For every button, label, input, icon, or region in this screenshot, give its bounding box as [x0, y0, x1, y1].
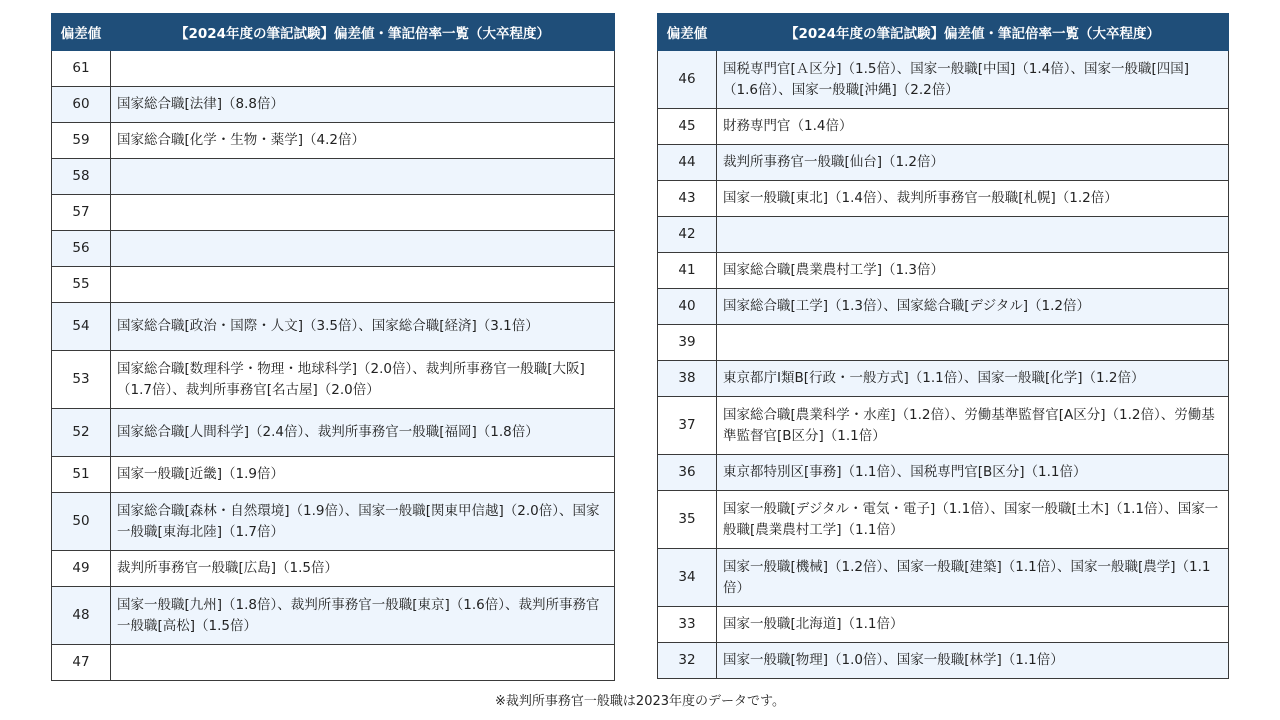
table-row	[52, 493, 615, 551]
deviation-value: 33	[658, 607, 717, 643]
table-row	[52, 123, 615, 159]
exam-list: 国家一般職[北海道]（1.1倍）	[717, 607, 1229, 643]
table-row	[658, 181, 1229, 217]
deviation-value: 58	[52, 159, 111, 195]
table-row	[658, 397, 1229, 455]
deviation-value: 54	[52, 303, 111, 351]
table-row	[52, 551, 615, 587]
deviation-value: 50	[52, 493, 111, 551]
table-row	[658, 607, 1229, 643]
exam-list	[717, 217, 1229, 253]
exam-list	[111, 195, 615, 231]
deviation-value: 32	[658, 643, 717, 679]
exam-list: 裁判所事務官一般職[仙台]（1.2倍）	[717, 145, 1229, 181]
table-row	[658, 109, 1229, 145]
table-row	[52, 267, 615, 303]
table-row	[658, 455, 1229, 491]
exam-list: 国家総合職[政治・国際・人文]（3.5倍）、国家総合職[経済]（3.1倍）	[111, 303, 615, 351]
exam-list: 国家総合職[人間科学]（2.4倍）、裁判所事務官一般職[福岡]（1.8倍）	[111, 409, 615, 457]
table-row	[52, 87, 615, 123]
header-title: 【2024年度の筆記試験】偏差値・筆記倍率一覧（大卒程度）	[111, 14, 615, 51]
deviation-table-left	[51, 13, 615, 681]
exam-list: 国家総合職[農業科学・水産]（1.2倍）、労働基準監督官[A区分]（1.2倍）、労働基準監督官[B区分]（1.1倍）	[717, 397, 1229, 455]
deviation-value: 60	[52, 87, 111, 123]
table-row	[52, 51, 615, 87]
exam-list	[111, 645, 615, 681]
deviation-value: 59	[52, 123, 111, 159]
exam-list	[111, 231, 615, 267]
exam-list: 国家総合職[工学]（1.3倍）、国家総合職[デジタル]（1.2倍）	[717, 289, 1229, 325]
header-deviation: 偏差値	[658, 14, 717, 51]
deviation-value: 34	[658, 549, 717, 607]
deviation-value: 51	[52, 457, 111, 493]
header-title: 【2024年度の筆記試験】偏差値・筆記倍率一覧（大卒程度）	[717, 14, 1229, 51]
deviation-value: 46	[658, 51, 717, 109]
exam-list: 国家総合職[森林・自然環境]（1.9倍）、国家一般職[関東甲信越]（2.0倍）、国家一般職[東海北陸]（1.7倍）	[111, 493, 615, 551]
deviation-value: 43	[658, 181, 717, 217]
table-row	[52, 231, 615, 267]
exam-list: 国家一般職[九州]（1.8倍）、裁判所事務官一般職[東京]（1.6倍）、裁判所事務官一般職[高松]（1.5倍）	[111, 587, 615, 645]
exam-list: 国家総合職[法律]（8.8倍）	[111, 87, 615, 123]
deviation-value: 48	[52, 587, 111, 645]
deviation-value: 44	[658, 145, 717, 181]
deviation-value: 38	[658, 361, 717, 397]
footnote: ※裁判所事務官一般職は2023年度のデータです。	[495, 694, 785, 709]
deviation-value: 40	[658, 289, 717, 325]
table-row	[658, 491, 1229, 549]
table-row	[52, 351, 615, 409]
deviation-value: 37	[658, 397, 717, 455]
exam-list	[111, 51, 615, 87]
exam-list: 国家一般職[物理]（1.0倍）、国家一般職[林学]（1.1倍）	[717, 643, 1229, 679]
exam-list: 国家総合職[農業農村工学]（1.3倍）	[717, 253, 1229, 289]
table-row	[52, 303, 615, 351]
header-deviation: 偏差値	[52, 14, 111, 51]
table-header-row	[52, 14, 615, 51]
table-row	[658, 289, 1229, 325]
deviation-value: 56	[52, 231, 111, 267]
exam-list	[111, 159, 615, 195]
deviation-value: 49	[52, 551, 111, 587]
table-row	[658, 51, 1229, 109]
deviation-value: 36	[658, 455, 717, 491]
exam-list: 国家一般職[東北]（1.4倍）、裁判所事務官一般職[札幌]（1.2倍）	[717, 181, 1229, 217]
table-row	[658, 643, 1229, 679]
deviation-value: 55	[52, 267, 111, 303]
deviation-value: 35	[658, 491, 717, 549]
exam-list: 財務専門官（1.4倍）	[717, 109, 1229, 145]
exam-list: 東京都特別区[事務]（1.1倍）、国税専門官[B区分]（1.1倍）	[717, 455, 1229, 491]
table-row	[52, 409, 615, 457]
deviation-value: 53	[52, 351, 111, 409]
exam-list: 裁判所事務官一般職[広島]（1.5倍）	[111, 551, 615, 587]
table-row	[658, 217, 1229, 253]
deviation-value: 41	[658, 253, 717, 289]
table-row	[52, 587, 615, 645]
deviation-table-right	[657, 13, 1229, 679]
exam-list: 国家一般職[機械]（1.2倍）、国家一般職[建築]（1.1倍）、国家一般職[農学]（1.1倍）	[717, 549, 1229, 607]
exam-list: 国家総合職[化学・生物・薬学]（4.2倍）	[111, 123, 615, 159]
deviation-value: 52	[52, 409, 111, 457]
exam-list: 国家一般職[近畿]（1.9倍）	[111, 457, 615, 493]
table-row	[52, 195, 615, 231]
deviation-value: 61	[52, 51, 111, 87]
deviation-value: 39	[658, 325, 717, 361]
exam-list: 国税専門官[Ａ区分]（1.5倍）、国家一般職[中国]（1.4倍）、国家一般職[四国]（1.6倍）、国家一般職[沖縄]（2.2倍）	[717, 51, 1229, 109]
deviation-value: 57	[52, 195, 111, 231]
exam-list: 国家総合職[数理科学・物理・地球科学]（2.0倍）、裁判所事務官一般職[大阪]（1.7倍）、裁判所事務官[名古屋]（2.0倍）	[111, 351, 615, 409]
table-row	[658, 145, 1229, 181]
table-row	[658, 325, 1229, 361]
exam-list	[717, 325, 1229, 361]
table-row	[658, 361, 1229, 397]
exam-list: 国家一般職[デジタル・電気・電子]（1.1倍）、国家一般職[土木]（1.1倍）、国家一般職[農業農村工学]（1.1倍）	[717, 491, 1229, 549]
table-row	[52, 457, 615, 493]
table-row	[52, 645, 615, 681]
exam-list: 東京都庁Ⅰ類B[行政・一般方式]（1.1倍）、国家一般職[化学]（1.2倍）	[717, 361, 1229, 397]
deviation-value: 42	[658, 217, 717, 253]
deviation-value: 47	[52, 645, 111, 681]
table-header-row	[658, 14, 1229, 51]
deviation-value: 45	[658, 109, 717, 145]
table-row	[52, 159, 615, 195]
table-row	[658, 549, 1229, 607]
exam-list	[111, 267, 615, 303]
table-row	[658, 253, 1229, 289]
